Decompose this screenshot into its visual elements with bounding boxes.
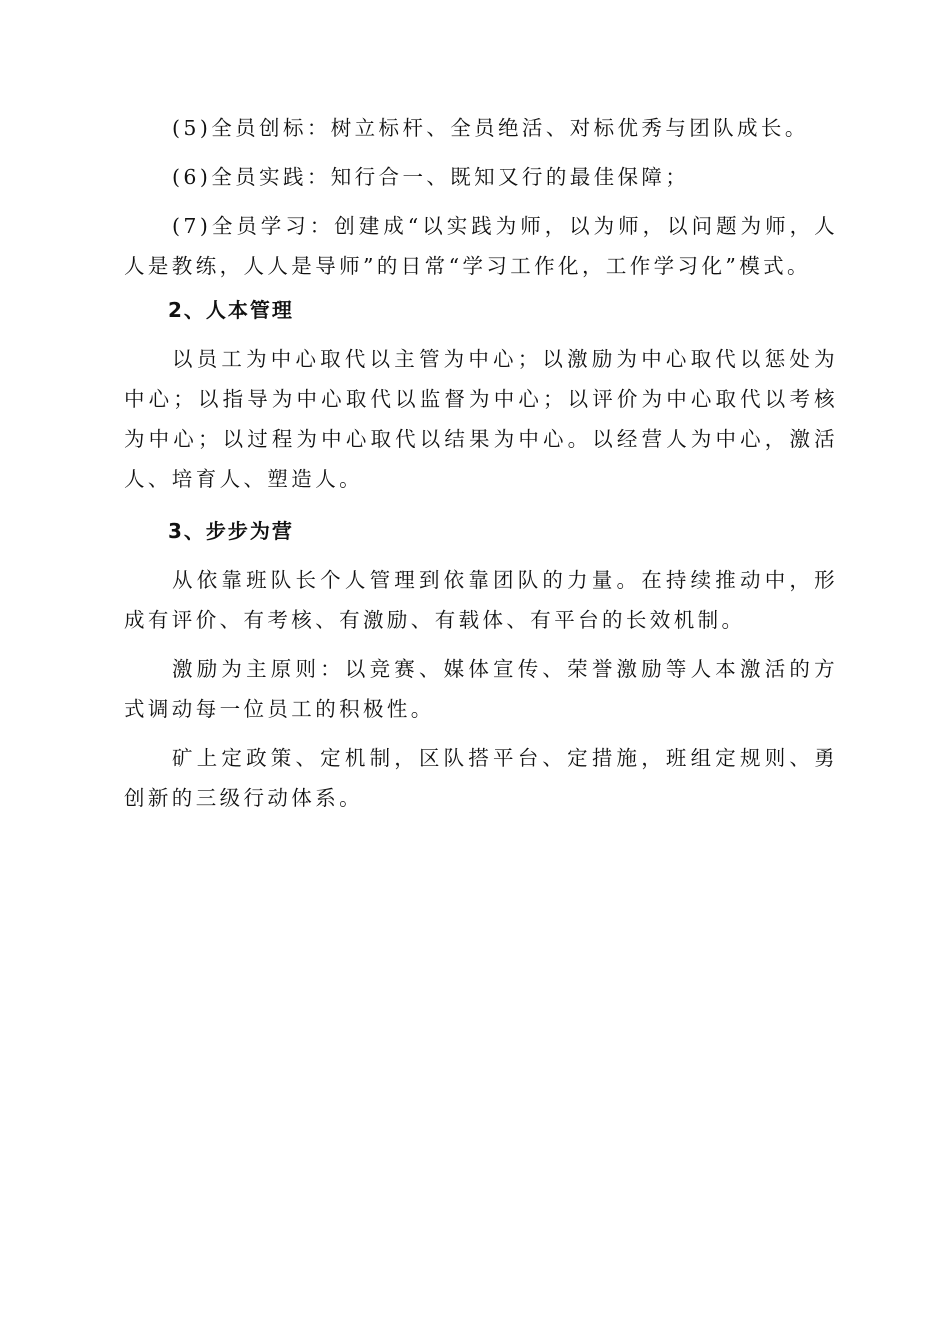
- section-heading-step-by-step: 3、步步为营: [168, 519, 294, 543]
- paragraph-item-6: (6)全员实践：知行合一、既知又行的最佳保障；: [172, 165, 690, 189]
- paragraph-item-7: (7)全员学习：创建成“以实践为师，以为师，以问题为师，人人是教练，人人是导师”的日常“学习工作化，工作学习化”模式。: [124, 214, 838, 278]
- paragraph-item-5: (5)全员创标：树立标杆、全员绝活、对标优秀与团队成长。: [172, 116, 809, 140]
- paragraph-three-level-system: 矿上定政策、定机制，区队搭平台、定措施，班组定规则、勇创新的三级行动体系。: [124, 746, 838, 810]
- paragraph-team-strength: 从依靠班队长个人管理到依靠团队的力量。在持续推动中，形成有评价、有考核、有激励、有载体、有平台的长效机制。: [124, 568, 838, 632]
- document-body: [124, 108, 838, 818]
- paragraph-incentive-principle: 激励为主原则：以竞赛、媒体宣传、荣誉激励等人本激活的方式调动每一位员工的积极性。: [124, 657, 838, 721]
- section-heading-human-management: 2、人本管理: [168, 298, 294, 322]
- paragraph-human-management: 以员工为中心取代以主管为中心；以激励为中心取代以惩处为中心；以指导为中心取代以监督为中心；以评价为中心取代以考核为中心；以过程为中心取代以结果为中心。以经营人为中心，激活人、培育人、塑造人。: [124, 347, 838, 491]
